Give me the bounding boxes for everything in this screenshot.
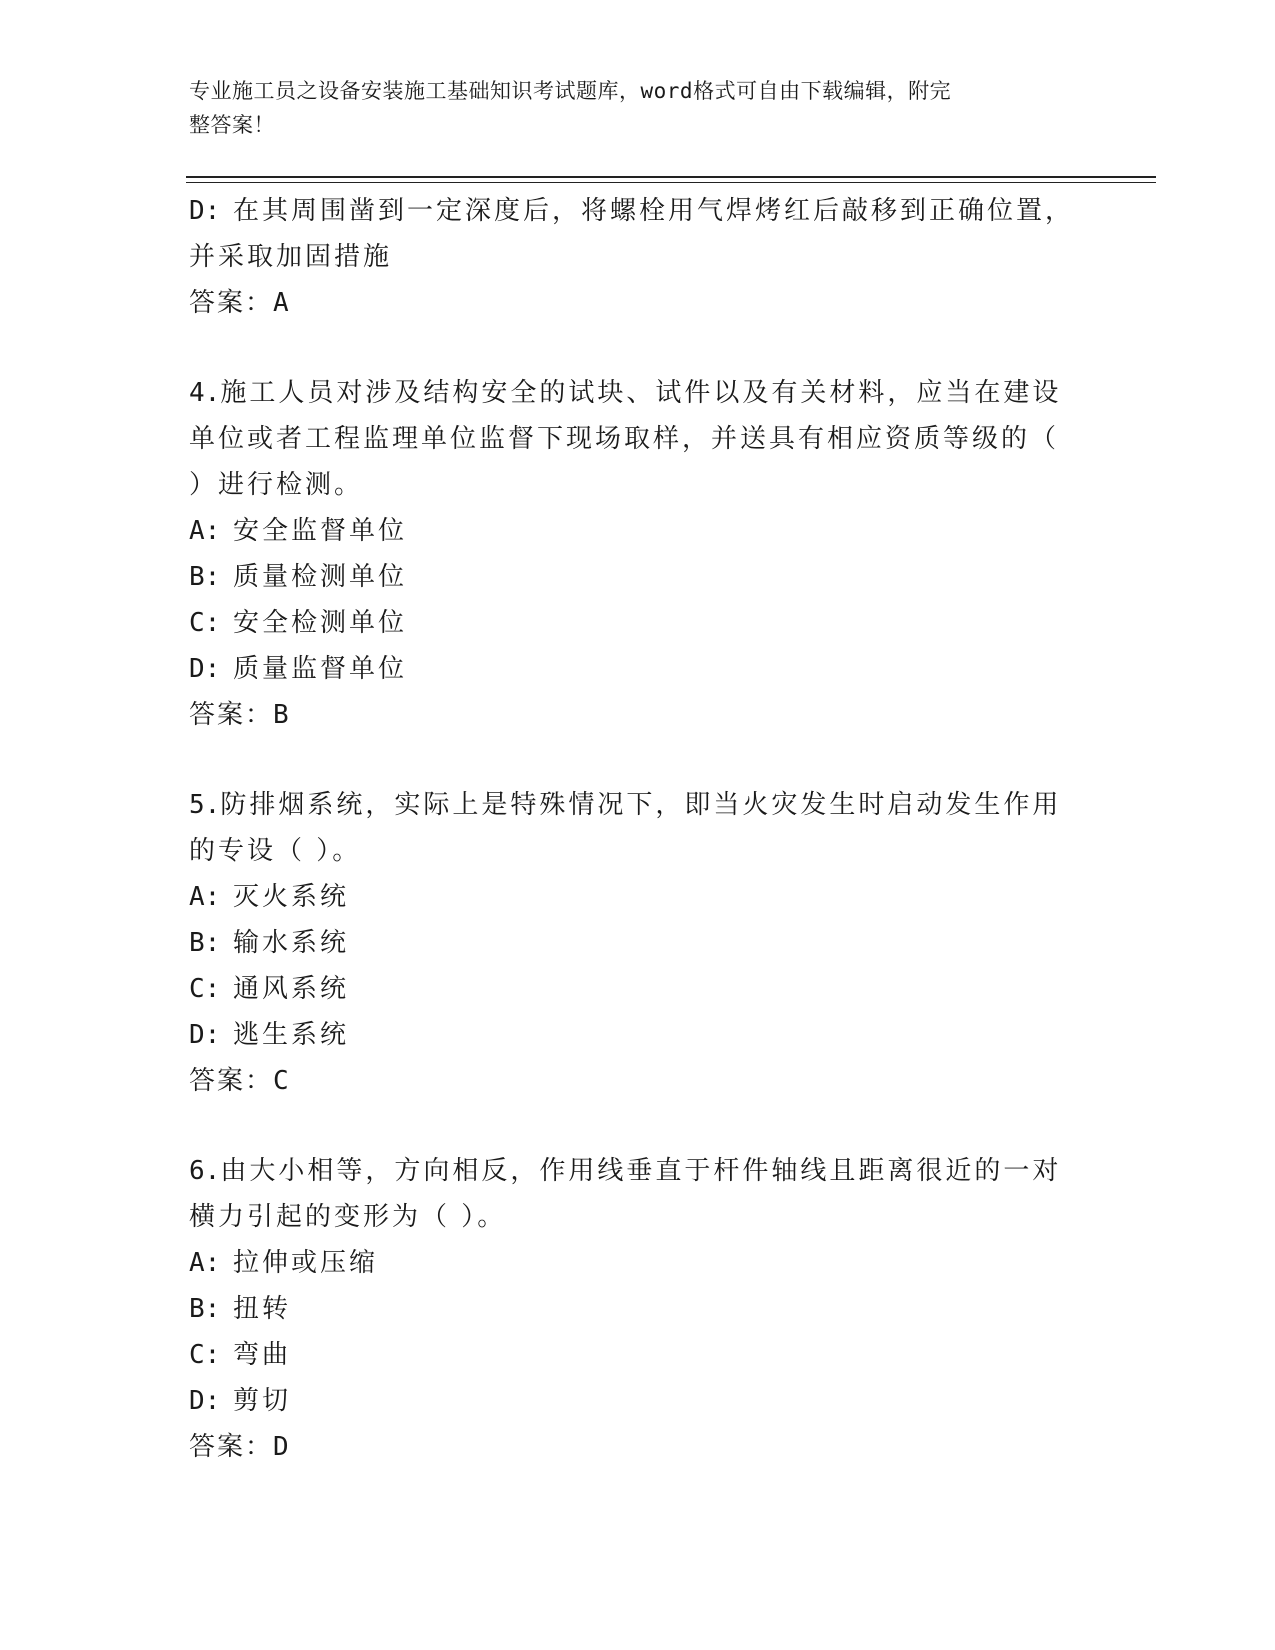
question-stem-line	[189, 1148, 1069, 1194]
option-b	[189, 1286, 1069, 1332]
question-stem-line: 单位或者工程监理单位监督下现场取样，并送具有相应资质等级的（	[189, 424, 1060, 454]
answer-line	[189, 1058, 1069, 1104]
question-block-6	[189, 1148, 1069, 1470]
answer-value: D	[273, 1432, 289, 1462]
option-b	[189, 920, 1069, 966]
question-stem-line	[189, 370, 1069, 416]
header-divider-thick	[186, 176, 1156, 178]
answer-line	[189, 280, 1069, 326]
carryover-block	[189, 188, 1075, 326]
question-text: 防排烟系统，实际上是特殊情况下，即当火灾发生时启动发生作用	[220, 790, 1062, 820]
option-label: D:	[189, 1386, 221, 1416]
option-text: 弯曲	[233, 1340, 292, 1370]
option-a	[189, 1240, 1069, 1286]
answer-label: 答案：	[189, 1432, 274, 1462]
option-label: D:	[189, 1020, 221, 1050]
option-text: 扭转	[233, 1294, 292, 1324]
option-label: B:	[189, 928, 221, 958]
option-label: C:	[189, 608, 221, 638]
document-header	[189, 74, 1069, 142]
option-c	[189, 966, 1069, 1012]
option-label: C:	[189, 1340, 221, 1370]
question-stem-line: ）进行检测。	[189, 470, 364, 500]
answer-line	[189, 692, 1069, 738]
answer-value: A	[273, 288, 289, 318]
question-stem-line	[189, 782, 1069, 828]
answer-label: 答案：	[189, 700, 274, 730]
option-d-line	[189, 188, 1075, 234]
option-d	[189, 646, 1069, 692]
question-content	[189, 188, 1075, 1470]
option-text: 通风系统	[233, 974, 350, 1004]
question-text: 施工人员对涉及结构安全的试块、试件以及有关材料，应当在建设	[220, 378, 1062, 408]
option-d	[189, 1378, 1069, 1424]
option-label: A:	[189, 1248, 221, 1278]
question-stem-line: 的专设（ ）。	[189, 836, 362, 866]
option-text: 安全监督单位	[233, 516, 408, 546]
answer-value: C	[273, 1066, 289, 1096]
header-title-line-2: 整答案！	[189, 113, 275, 137]
option-text: 剪切	[233, 1386, 292, 1416]
answer-label: 答案：	[189, 1066, 274, 1096]
answer-line	[189, 1424, 1069, 1470]
answer-label: 答案：	[189, 288, 274, 318]
option-d	[189, 1012, 1069, 1058]
option-label: C:	[189, 974, 221, 1004]
option-label: D:	[189, 196, 221, 226]
option-text: 输水系统	[233, 928, 350, 958]
header-divider-thin	[186, 182, 1156, 183]
option-text: 逃生系统	[233, 1020, 350, 1050]
option-label: B:	[189, 1294, 221, 1324]
answer-value: B	[273, 700, 289, 730]
question-number: 5.	[189, 790, 221, 820]
option-text: 灭火系统	[233, 882, 350, 912]
option-text: 安全检测单位	[233, 608, 408, 638]
option-a	[189, 874, 1069, 920]
option-label: A:	[189, 882, 221, 912]
question-number: 6.	[189, 1156, 221, 1186]
option-c	[189, 600, 1069, 646]
option-text: 质量监督单位	[233, 654, 408, 684]
option-d-continuation: 并采取加固措施	[189, 242, 393, 272]
question-block-5	[189, 782, 1069, 1104]
option-b	[189, 554, 1069, 600]
option-label: B:	[189, 562, 221, 592]
option-a	[189, 508, 1069, 554]
option-text: 拉伸或压缩	[233, 1248, 379, 1278]
option-c	[189, 1332, 1069, 1378]
question-block-4	[189, 370, 1069, 738]
option-text: 在其周围凿到一定深度后，将螺栓用气焊烤红后敲移到正确位置，	[233, 196, 1075, 226]
option-label: A:	[189, 516, 221, 546]
question-text: 由大小相等，方向相反，作用线垂直于杆件轴线且距离很近的一对	[220, 1156, 1062, 1186]
header-title-line-1: 专业施工员之设备安装施工基础知识考试题库，word格式可自由下载编辑，附完	[189, 79, 952, 103]
question-stem-line: 横力引起的变形为（ ）。	[189, 1202, 507, 1232]
option-label: D:	[189, 654, 221, 684]
question-number: 4.	[189, 378, 221, 408]
option-text: 质量检测单位	[233, 562, 408, 592]
